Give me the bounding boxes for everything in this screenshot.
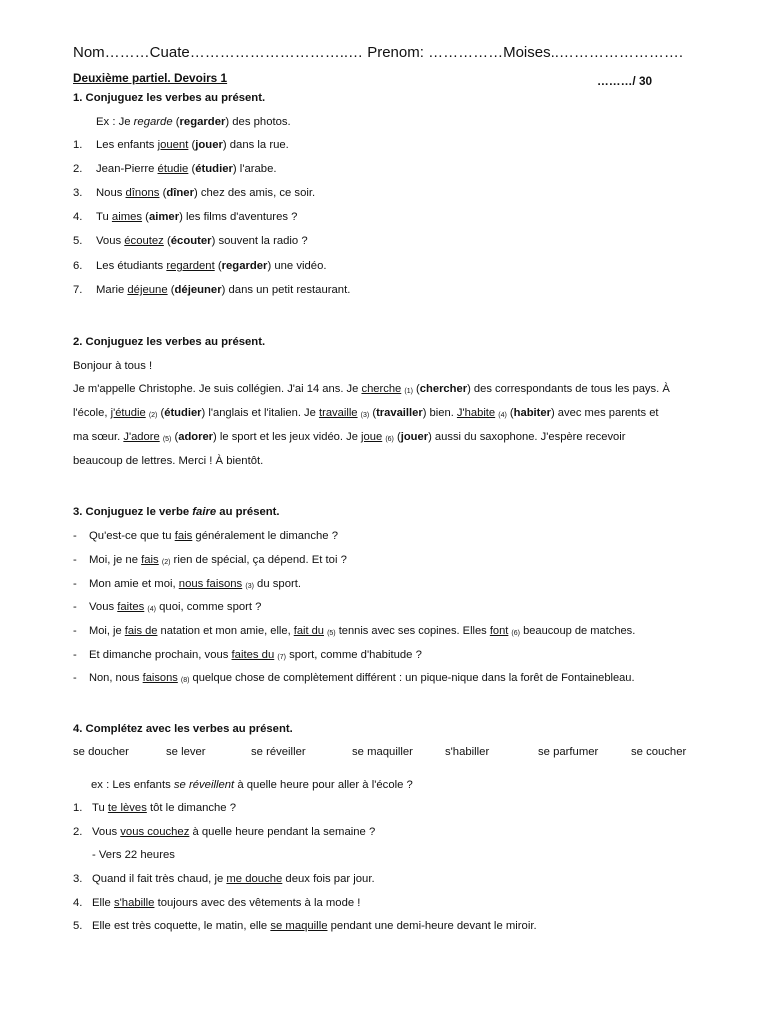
verb-option: se doucher — [73, 746, 129, 758]
answer: aimes — [111, 211, 143, 223]
answer: écoutez — [124, 235, 164, 247]
verb-option: se réveiller — [251, 746, 306, 758]
nom-value: Cuate — [149, 44, 190, 61]
ex4-response: - Vers 22 heures — [92, 849, 175, 861]
nom-label: Nom……… — [73, 44, 150, 61]
answer: dînons — [125, 187, 160, 199]
nom-dots: …………………………..… — [189, 44, 364, 61]
answer: déjeune — [127, 284, 168, 296]
ex2-paragraph-line: l'école, j'étudie $_{(2)}$ (étudier) l'anglais et l'italien. Je travaille $_{(3)}$ (travailler) bien. J'habite $_{(4)}$ (habiter) avec mes parents et — [73, 407, 659, 419]
verb-option: se lever — [166, 746, 206, 758]
verb-option: se coucher — [631, 746, 687, 758]
ex4-example: ex : Les enfants se réveillent à quelle heure pour aller à l'école ? — [91, 779, 413, 791]
ex1-example: Ex : Je regarde (regarder) des photos. — [96, 116, 291, 128]
ex1-heading: 1. Conjuguez les verbes au présent. — [73, 92, 266, 104]
answer: étudie — [157, 163, 189, 175]
prenom-value: Moises — [503, 44, 551, 61]
verb-option: se parfumer — [538, 746, 599, 758]
ex2-paragraph-line: Je m'appelle Christophe. Je suis collégien. J'ai 14 ans. Je cherche $_{(1)}$ (chercher) des correspondants de tous les pays. À — [73, 383, 670, 395]
ex2-greeting: Bonjour à tous ! — [73, 360, 153, 372]
ex2-heading: 2. Conjuguez les verbes au présent. — [73, 336, 266, 348]
document-title: Deuxième partiel. Devoirs 1 — [73, 71, 228, 85]
verb-option: s'habiller — [445, 746, 490, 758]
verb-option: se maquiller — [352, 746, 413, 758]
name-header — [73, 44, 683, 61]
ex2-paragraph-line: ma sœur. J'adore $_{(5)}$ (adorer) le sport et les jeux vidéo. Je joue $_{(6)}$ (jouer) aussi du saxophone. J'espère recevoir — [73, 431, 626, 443]
ex4-heading: 4. Complétez avec les verbes au présent. — [73, 723, 293, 735]
score-field: ………/ 30 — [597, 74, 653, 88]
answer: jouent — [157, 139, 189, 151]
ex2-paragraph-line: beaucoup de lettres. Merci ! À bientôt. — [73, 455, 264, 467]
prenom-dots: ..……………………. — [550, 44, 684, 61]
ex3-heading: 3. Conjuguez le verbe faire au présent. — [73, 506, 280, 518]
prenom-label: Prenom: …………… — [363, 44, 504, 61]
answer: regardent — [166, 260, 215, 272]
worksheet-page: Nom………Cuate…………………………..… Prenom: ……………Moises..……………………. Deuxième partiel. Devoirs 1 ………/ 30 1. Conjuguez les verbes au présent. Ex : Je regarde (regarder) des photos. 1. Les enfants jouent (jouer) dans la rue. 2. Jean-Pierre étudie (étudier) l'arabe. 3. Nous dînons (dîner) chez des amis, ce soir. 4. Tu aimes (aimer) les films d'aventures ? 5. Vous écoutez (écouter) souvent la radio ? 6. Les étudiants regardent (regarder) une vidéo. 7. Marie déjeune (déjeuner) dans un petit restaurant. 2. Conjuguez les verbes au présent. Bonjour à tous ! Je m'appelle Christophe. Je suis collégien. J'ai 14 ans. Je cherche $_{(1)}$ (chercher) des correspondants de tous les pays. À l'école, j'étudie $_{(2)}$ (étudier) l'anglais et l'italien. Je travaille $_{(3)}$ (travailler) bien. J'habite $_{(4)}$ (habiter) avec mes parents et ma sœur. J'adore $_{(5)}$ (adorer) le sport et les jeux vidéo. Je joue $_{(6)}$ (jouer) aussi du saxophone. J'espère recevoir beaucoup de lettres. Merci ! À bientôt. 3. Conjuguez le verbe faire au présent. - Qu'est-ce que tu fais généralement le dimanche ? - Moi, je ne fais $_{(2)}$ rien de spécial, ça dépend. Et toi ? - Mon amie et moi, nous faisons $_{(3)}$ du sport. - Vous faites $_{(4)}$ quoi, comme sport ? - Moi, je fais de natation et mon amie, elle, fait du $_{(5)}$ tennis avec ses copines. Elles font $_{(6)}$ beaucoup de matches. - Et dimanche prochain, vous faites du $_{(7)}$ sport, comme d'habitude ? - Non, nous faisons $_{(8)}$ quelque chose de complètement différent : un pique-nique dans la forêt de Fontainebleau. 4. Complétez avec les verbes au présent. se doucher se lever se réveiller se maquiller s'habiller se parfumer se coucher ex : Les enfants se réveillent à quelle heure pour aller à l'école ? 1. Tu te lèves tôt le dimanche ? 2. Vous vous couchez à quelle heure pendant la semaine ? - Vers 22 heures 3. Quand il fait très chaud, je me douche deux fois par jour. 4. Elle s'habille toujours avec des vêtements à la mode ! 5. Elle est très coquette, le matin, elle se maquille pendant une demi-heure devant le miroir. — [73, 44, 687, 932]
